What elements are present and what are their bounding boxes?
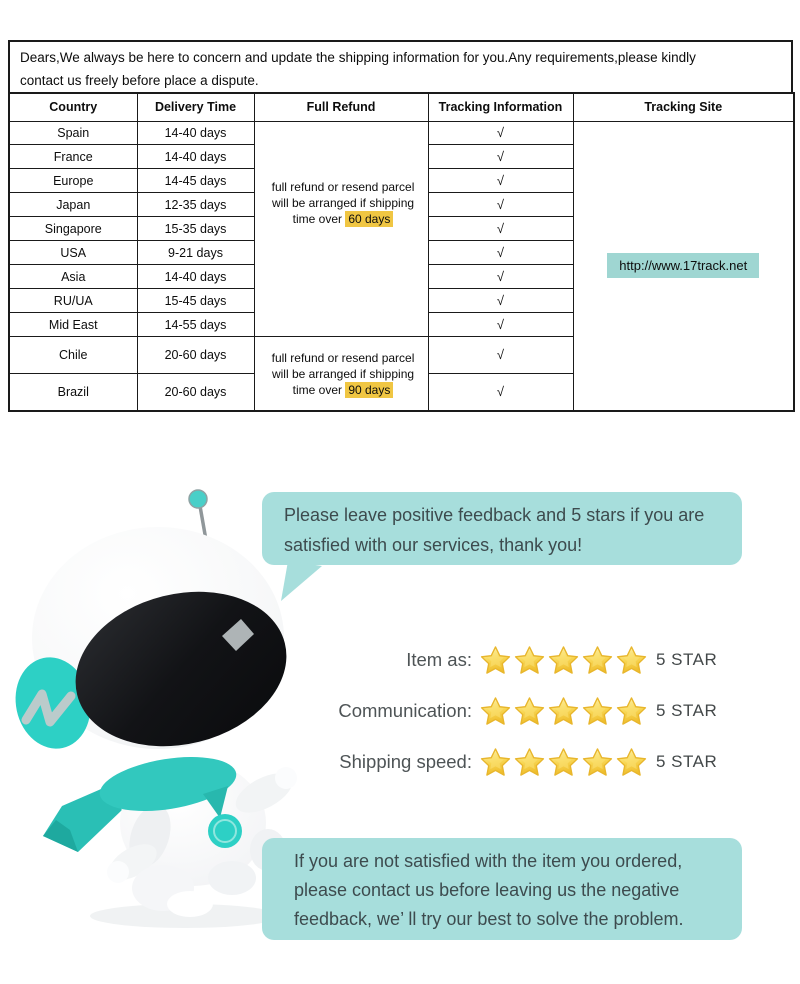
- star-icon: [582, 696, 613, 727]
- star-icon: [582, 645, 613, 676]
- rating-row-communication: [302, 694, 717, 728]
- table-row: [9, 121, 794, 145]
- tracking-check: √: [428, 373, 573, 411]
- delivery-cell: 15-35 days: [137, 217, 254, 241]
- delivery-cell: 14-45 days: [137, 169, 254, 193]
- country-cell: Europe: [9, 169, 137, 193]
- country-cell: Chile: [9, 337, 137, 374]
- header-delivery-time: Delivery Time: [137, 93, 254, 121]
- country-cell: USA: [9, 241, 137, 265]
- right-foot: [208, 861, 256, 895]
- country-cell: Spain: [9, 121, 137, 145]
- rating-suffix: 5 STAR: [656, 650, 718, 669]
- rating-label: Item as:: [406, 649, 472, 670]
- rating-row-item-as: [302, 643, 717, 677]
- star-icon: [548, 645, 579, 676]
- rating-label: Shipping speed:: [339, 751, 472, 772]
- star-icon: [616, 747, 647, 778]
- star-icon: [616, 645, 647, 676]
- shipping-table: [8, 92, 795, 412]
- delivery-cell: 15-45 days: [137, 289, 254, 313]
- tracking-check: √: [428, 241, 573, 265]
- speech-bubble-feedback: [262, 492, 742, 565]
- country-cell: Asia: [9, 265, 137, 289]
- left-hand: [107, 861, 129, 883]
- rating-label: Communication:: [338, 700, 472, 721]
- delivery-cell: 20-60 days: [137, 373, 254, 411]
- star-icon: [480, 747, 511, 778]
- front-toe: [167, 891, 213, 917]
- antenna-ball: [189, 490, 207, 508]
- rating-suffix: 5 STAR: [656, 701, 718, 720]
- header-country: Country: [9, 93, 137, 121]
- refund-text: full refund or resend parcel will be arranged if shipping time over: [271, 179, 415, 226]
- bubble-line: feedback, we’ ll try our best to solve the problem.: [294, 909, 684, 929]
- intro-line: Dears,We always be here to concern and update the shipping information for you.Any requirements,please kindly: [20, 50, 696, 65]
- tracking-check: √: [428, 289, 573, 313]
- bubble-line: satisfied with our services, thank you!: [284, 535, 583, 555]
- delivery-cell: 14-40 days: [137, 265, 254, 289]
- delivery-cell: 14-40 days: [137, 145, 254, 169]
- rating-suffix: 5 STAR: [656, 752, 718, 771]
- country-cell: France: [9, 145, 137, 169]
- bubble-line: Please leave positive feedback and 5 stars if you are: [284, 505, 705, 525]
- intro-note: [8, 40, 793, 92]
- tracking-check: √: [428, 121, 573, 145]
- speech-bubble-tail: [278, 561, 324, 603]
- star-icon: [480, 696, 511, 727]
- robot-mascot-illustration: [0, 478, 300, 948]
- header-full-refund: Full Refund: [254, 93, 428, 121]
- star-rating: [480, 645, 647, 676]
- tracking-check: √: [428, 217, 573, 241]
- tracking-check: √: [428, 169, 573, 193]
- star-icon: [480, 645, 511, 676]
- star-icon: [616, 696, 647, 727]
- bubble-line: If you are not satisfied with the item you ordered,: [294, 851, 683, 871]
- tracking-check: √: [428, 265, 573, 289]
- country-cell: Japan: [9, 193, 137, 217]
- refund-highlight: 90 days: [345, 382, 393, 398]
- header-tracking-information: Tracking Information: [428, 93, 573, 121]
- star-icon: [548, 696, 579, 727]
- delivery-cell: 14-55 days: [137, 313, 254, 337]
- bubble-line: please contact us before leaving us the negative: [294, 880, 680, 900]
- refund-highlight: 60 days: [345, 211, 393, 227]
- refund-text: full refund or resend parcel will be arranged if shipping time over: [271, 350, 415, 397]
- table-header-row: [9, 93, 794, 121]
- intro-line: contact us freely before place a dispute.: [20, 73, 259, 88]
- star-icon: [514, 747, 545, 778]
- tracking-site-cell: [573, 121, 794, 411]
- delivery-cell: 9-21 days: [137, 241, 254, 265]
- star-icon: [582, 747, 613, 778]
- right-hand: [275, 767, 297, 789]
- star-rating: [480, 747, 647, 778]
- delivery-cell: 20-60 days: [137, 337, 254, 374]
- tracking-check: √: [428, 145, 573, 169]
- country-cell: Brazil: [9, 373, 137, 411]
- header-tracking-site: Tracking Site: [573, 93, 794, 121]
- tracking-check: √: [428, 313, 573, 337]
- speech-bubble-contact: [262, 838, 742, 940]
- delivery-cell: 12-35 days: [137, 193, 254, 217]
- tracking-check: √: [428, 193, 573, 217]
- star-icon: [514, 645, 545, 676]
- refund-policy-90: [254, 337, 428, 411]
- tracking-site-link[interactable]: http://www.17track.net: [607, 253, 759, 278]
- rating-row-shipping-speed: [302, 745, 717, 779]
- country-cell: Singapore: [9, 217, 137, 241]
- delivery-cell: 14-40 days: [137, 121, 254, 145]
- star-rating: [480, 696, 647, 727]
- country-cell: RU/UA: [9, 289, 137, 313]
- tracking-check: √: [428, 337, 573, 374]
- refund-policy-60: [254, 121, 428, 337]
- star-icon: [514, 696, 545, 727]
- country-cell: Mid East: [9, 313, 137, 337]
- star-icon: [548, 747, 579, 778]
